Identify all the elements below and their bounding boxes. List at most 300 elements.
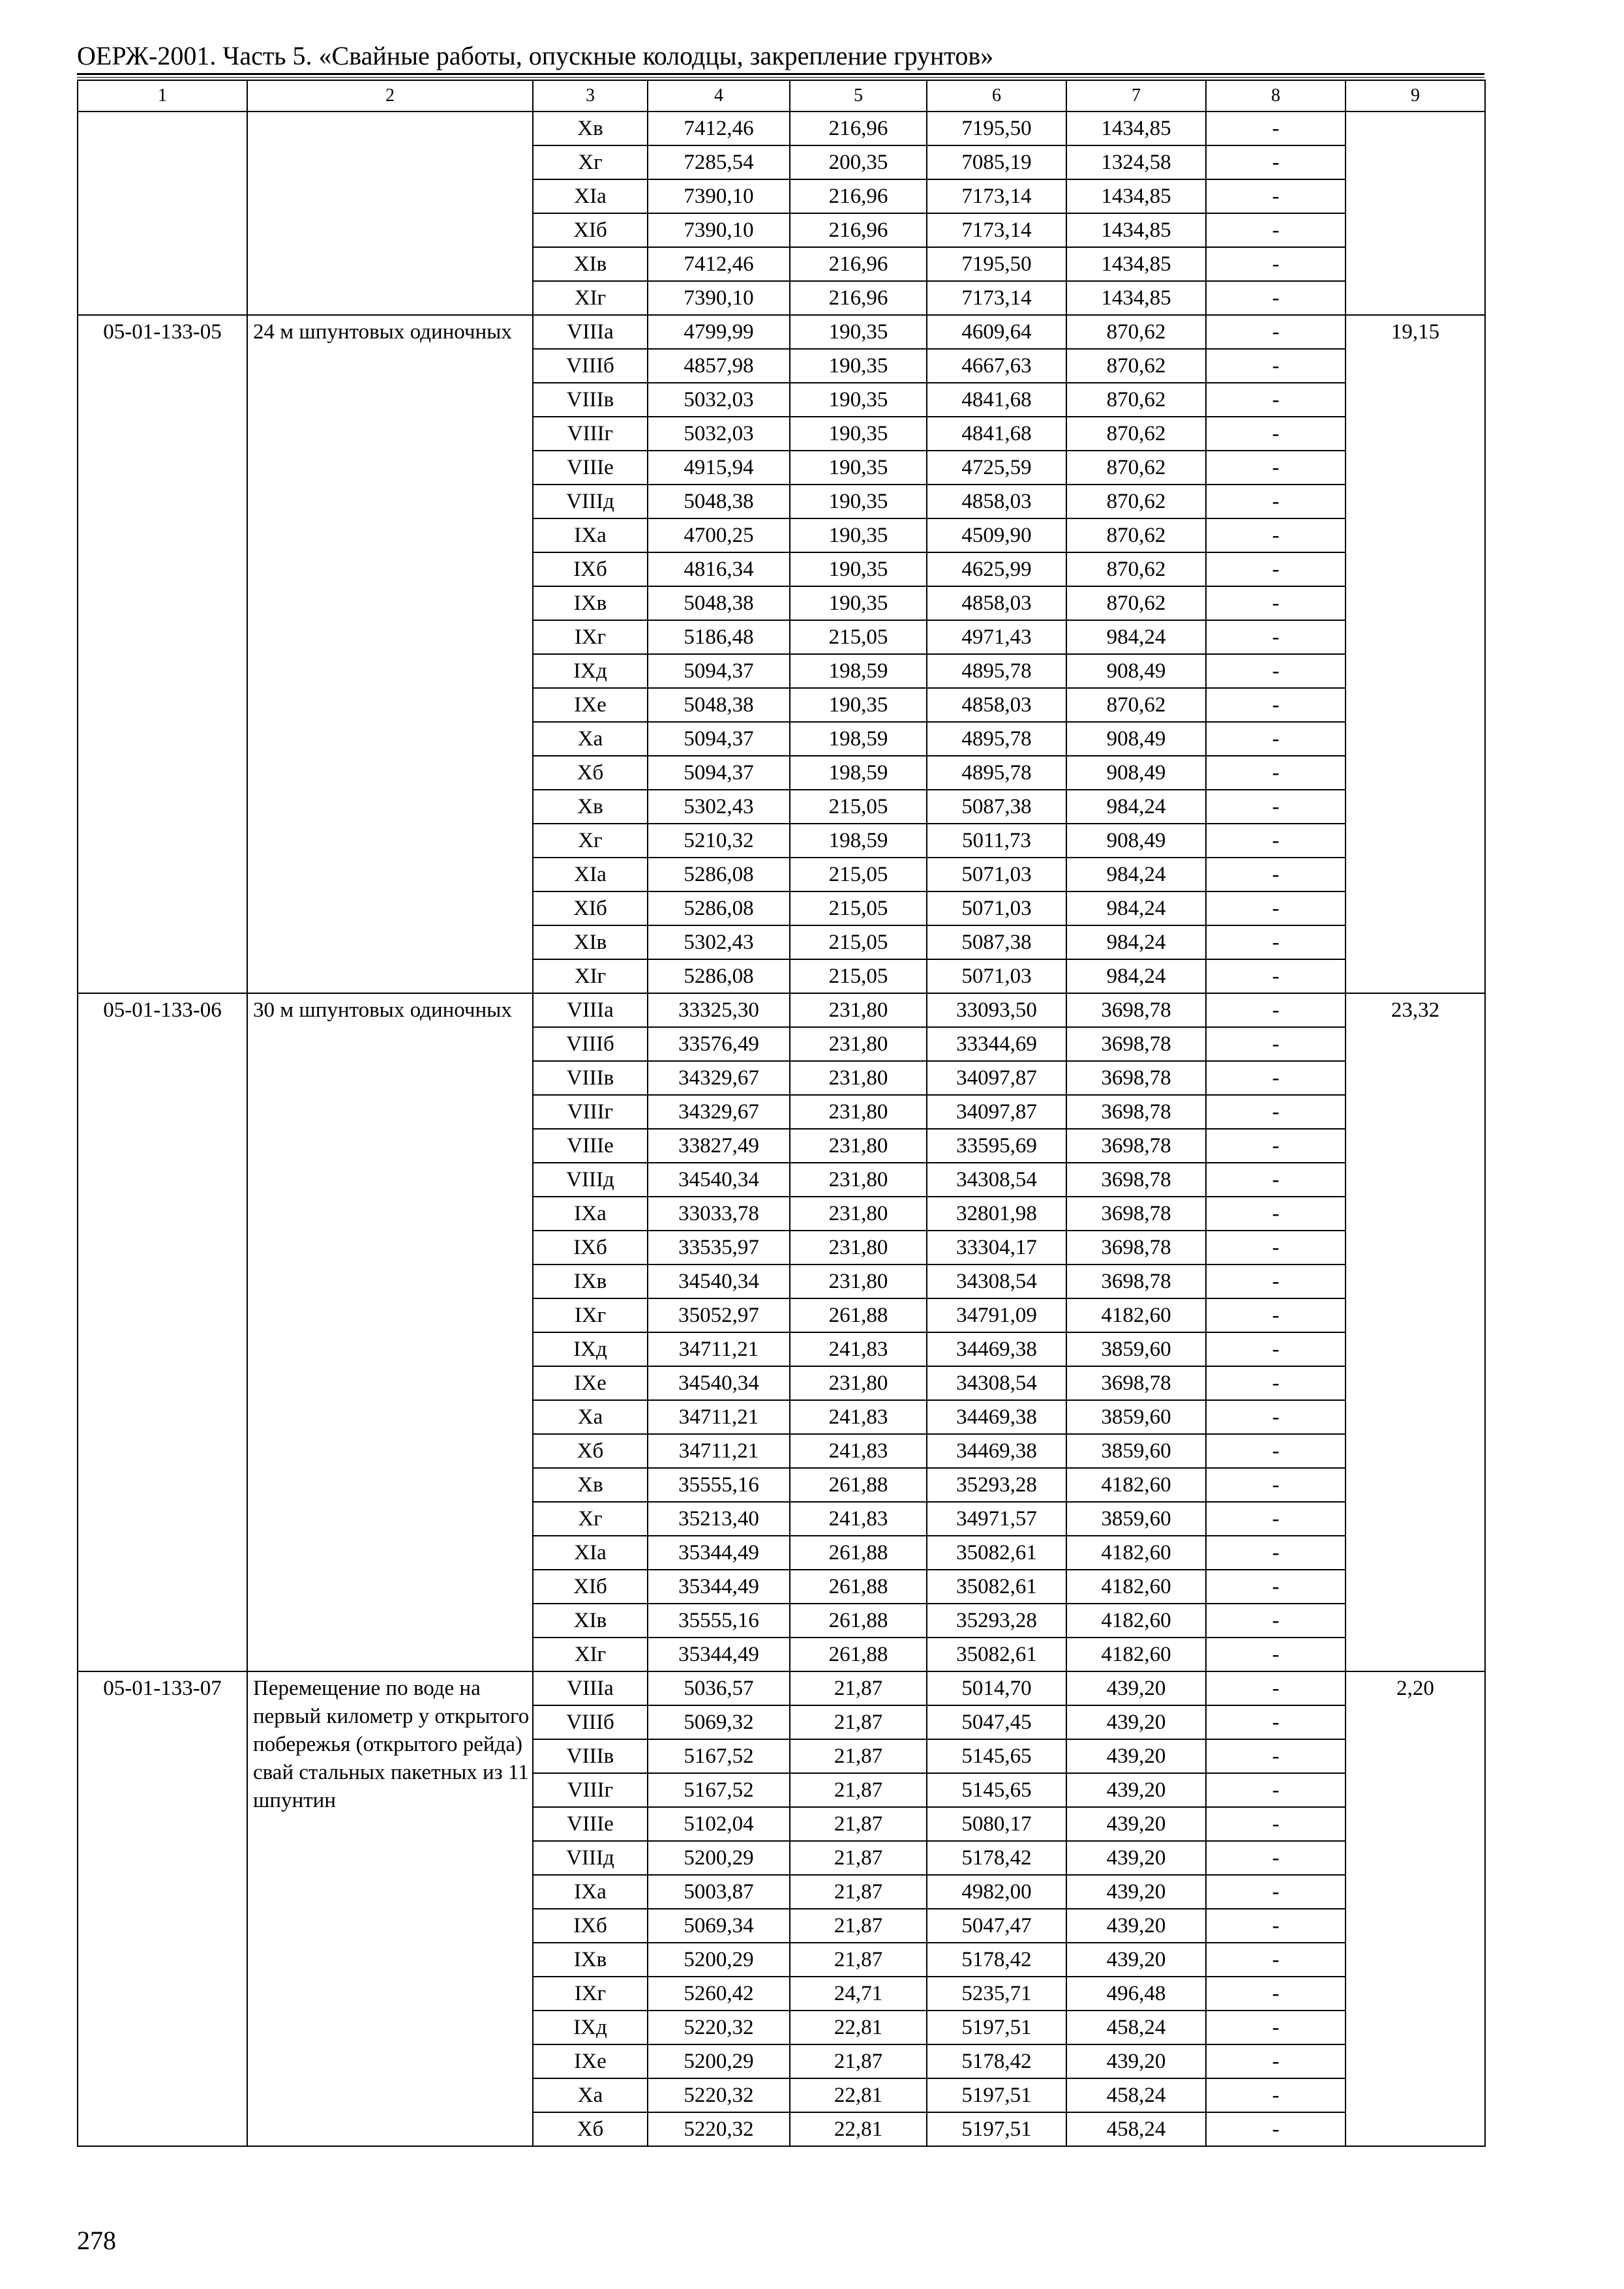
driver-wages: 3698,78 — [1066, 1061, 1206, 1095]
soil-class: IXд — [533, 2011, 648, 2044]
table-body — [78, 112, 1485, 2146]
driver-wages: 984,24 — [1066, 959, 1206, 993]
soil-class: XIб — [533, 891, 648, 925]
wages: 22,81 — [790, 2112, 927, 2146]
machine-cost: 5178,42 — [927, 1841, 1066, 1875]
machine-cost: 4667,63 — [927, 349, 1066, 383]
table-header — [78, 80, 1485, 112]
item-rate: 19,15 — [1346, 315, 1485, 993]
materials-cost: - — [1206, 1638, 1346, 1671]
machine-cost: 7173,14 — [927, 179, 1066, 213]
materials-cost: - — [1206, 722, 1346, 756]
wages: 21,87 — [790, 1841, 927, 1875]
materials-cost: - — [1206, 485, 1346, 518]
soil-class: IXа — [533, 1875, 648, 1909]
soil-class: IXе — [533, 688, 648, 722]
materials-cost: - — [1206, 2112, 1346, 2146]
driver-wages: 3698,78 — [1066, 1027, 1206, 1061]
materials-cost: - — [1206, 315, 1346, 349]
soil-class: VIIIг — [533, 1773, 648, 1807]
wages: 231,80 — [790, 1231, 927, 1264]
total-cost: 5032,03 — [648, 383, 790, 417]
driver-wages: 870,62 — [1066, 315, 1206, 349]
materials-cost: - — [1206, 1807, 1346, 1841]
wages: 21,87 — [790, 1807, 927, 1841]
driver-wages: 4182,60 — [1066, 1638, 1206, 1671]
total-cost: 34329,67 — [648, 1095, 790, 1129]
materials-cost: - — [1206, 1977, 1346, 2011]
machine-cost: 7195,50 — [927, 112, 1066, 145]
materials-cost: - — [1206, 1264, 1346, 1298]
total-cost: 5048,38 — [648, 688, 790, 722]
total-cost: 34711,21 — [648, 1434, 790, 1468]
column-header: 5 — [790, 80, 927, 112]
wages: 216,96 — [790, 281, 927, 315]
soil-class: IXа — [533, 1197, 648, 1231]
total-cost: 5048,38 — [648, 485, 790, 518]
machine-cost: 35293,28 — [927, 1468, 1066, 1502]
materials-cost: - — [1206, 1468, 1346, 1502]
wages: 215,05 — [790, 858, 927, 891]
driver-wages: 1434,85 — [1066, 247, 1206, 281]
machine-cost: 34097,87 — [927, 1061, 1066, 1095]
driver-wages: 3859,60 — [1066, 1400, 1206, 1434]
total-cost: 4700,25 — [648, 518, 790, 552]
machine-cost: 33093,50 — [927, 993, 1066, 1027]
materials-cost: - — [1206, 654, 1346, 688]
soil-class: IXа — [533, 518, 648, 552]
driver-wages: 3698,78 — [1066, 993, 1206, 1027]
soil-class: Ха — [533, 2078, 648, 2112]
machine-cost: 4895,78 — [927, 722, 1066, 756]
total-cost: 35344,49 — [648, 1536, 790, 1570]
driver-wages: 870,62 — [1066, 349, 1206, 383]
total-cost: 34540,34 — [648, 1163, 790, 1197]
soil-class: VIIIб — [533, 349, 648, 383]
total-cost: 5167,52 — [648, 1773, 790, 1807]
total-cost: 5220,32 — [648, 2112, 790, 2146]
wages: 200,35 — [790, 145, 927, 179]
materials-cost: - — [1206, 1841, 1346, 1875]
machine-cost: 5071,03 — [927, 959, 1066, 993]
materials-cost: - — [1206, 586, 1346, 620]
soil-class: VIIIе — [533, 1129, 648, 1163]
wages: 21,87 — [790, 1875, 927, 1909]
soil-class: VIIIд — [533, 1841, 648, 1875]
wages: 190,35 — [790, 349, 927, 383]
machine-cost: 5071,03 — [927, 891, 1066, 925]
driver-wages: 3859,60 — [1066, 1434, 1206, 1468]
soil-class: XIг — [533, 1638, 648, 1671]
wages: 21,87 — [790, 1739, 927, 1773]
driver-wages: 458,24 — [1066, 2011, 1206, 2044]
machine-cost: 5087,38 — [927, 790, 1066, 824]
total-cost: 35344,49 — [648, 1638, 790, 1671]
wages: 231,80 — [790, 1264, 927, 1298]
wages: 231,80 — [790, 1061, 927, 1095]
total-cost: 34540,34 — [648, 1264, 790, 1298]
materials-cost: - — [1206, 1705, 1346, 1739]
materials-cost: - — [1206, 891, 1346, 925]
total-cost: 33535,97 — [648, 1231, 790, 1264]
materials-cost: - — [1206, 552, 1346, 586]
soil-class: Ха — [533, 722, 648, 756]
soil-class: XIб — [533, 213, 648, 247]
soil-class: Хг — [533, 1502, 648, 1536]
table-row — [78, 315, 1485, 349]
total-cost: 5094,37 — [648, 654, 790, 688]
total-cost: 5286,08 — [648, 891, 790, 925]
driver-wages: 870,62 — [1066, 552, 1206, 586]
soil-class: IXг — [533, 1977, 648, 2011]
machine-cost: 4858,03 — [927, 485, 1066, 518]
soil-class: VIIIг — [533, 1095, 648, 1129]
driver-wages: 458,24 — [1066, 2078, 1206, 2112]
driver-wages: 439,20 — [1066, 1807, 1206, 1841]
header-rule — [77, 73, 1484, 75]
total-cost: 35555,16 — [648, 1468, 790, 1502]
soil-class: VIIIв — [533, 383, 648, 417]
soil-class: Хг — [533, 145, 648, 179]
item-code: 05-01-133-05 — [78, 315, 247, 993]
soil-class: XIг — [533, 959, 648, 993]
column-number-row — [78, 80, 1485, 112]
total-cost: 35052,97 — [648, 1298, 790, 1332]
machine-cost: 5235,71 — [927, 1977, 1066, 2011]
total-cost: 34711,21 — [648, 1400, 790, 1434]
table-row — [78, 993, 1485, 1027]
wages: 190,35 — [790, 383, 927, 417]
materials-cost: - — [1206, 1197, 1346, 1231]
driver-wages: 870,62 — [1066, 417, 1206, 451]
price-table — [77, 80, 1486, 2147]
soil-class: XIв — [533, 247, 648, 281]
materials-cost: - — [1206, 2011, 1346, 2044]
total-cost: 4799,99 — [648, 315, 790, 349]
driver-wages: 870,62 — [1066, 383, 1206, 417]
wages: 241,83 — [790, 1502, 927, 1536]
wages: 198,59 — [790, 756, 927, 790]
driver-wages: 439,20 — [1066, 1671, 1206, 1705]
wages: 190,35 — [790, 586, 927, 620]
machine-cost: 5011,73 — [927, 824, 1066, 858]
materials-cost: - — [1206, 1875, 1346, 1909]
wages: 215,05 — [790, 790, 927, 824]
page-header: ОЕРЖ-2001. Часть 5. «Свайные работы, опускные колодцы, закрепление грунтов» — [77, 41, 994, 70]
driver-wages: 439,20 — [1066, 1909, 1206, 1943]
machine-cost: 4625,99 — [927, 552, 1066, 586]
column-header: 6 — [927, 80, 1066, 112]
driver-wages: 496,48 — [1066, 1977, 1206, 2011]
total-cost: 7390,10 — [648, 213, 790, 247]
item-description — [247, 112, 533, 315]
driver-wages: 439,20 — [1066, 1875, 1206, 1909]
wages: 21,87 — [790, 1943, 927, 1977]
total-cost: 5200,29 — [648, 2044, 790, 2078]
total-cost: 5094,37 — [648, 756, 790, 790]
driver-wages: 1434,85 — [1066, 281, 1206, 315]
total-cost: 34711,21 — [648, 1332, 790, 1366]
soil-class: XIа — [533, 179, 648, 213]
soil-class: IXд — [533, 1332, 648, 1366]
soil-class: VIIIд — [533, 1163, 648, 1197]
wages: 261,88 — [790, 1638, 927, 1671]
wages: 241,83 — [790, 1434, 927, 1468]
materials-cost: - — [1206, 1434, 1346, 1468]
driver-wages: 984,24 — [1066, 858, 1206, 891]
machine-cost: 5178,42 — [927, 1943, 1066, 1977]
wages: 261,88 — [790, 1570, 927, 1604]
materials-cost: - — [1206, 1061, 1346, 1095]
driver-wages: 439,20 — [1066, 1773, 1206, 1807]
driver-wages: 3698,78 — [1066, 1163, 1206, 1197]
machine-cost: 7195,50 — [927, 247, 1066, 281]
soil-class: IXв — [533, 1264, 648, 1298]
materials-cost: - — [1206, 1502, 1346, 1536]
total-cost: 5032,03 — [648, 417, 790, 451]
machine-cost: 34971,57 — [927, 1502, 1066, 1536]
materials-cost: - — [1206, 451, 1346, 485]
driver-wages: 870,62 — [1066, 518, 1206, 552]
materials-cost: - — [1206, 383, 1346, 417]
total-cost: 35555,16 — [648, 1604, 790, 1638]
wages: 190,35 — [790, 552, 927, 586]
materials-cost: - — [1206, 993, 1346, 1027]
wages: 215,05 — [790, 891, 927, 925]
total-cost: 5302,43 — [648, 790, 790, 824]
column-header: 1 — [78, 80, 247, 112]
total-cost: 5036,57 — [648, 1671, 790, 1705]
wages: 190,35 — [790, 518, 927, 552]
machine-cost: 4895,78 — [927, 654, 1066, 688]
wages: 231,80 — [790, 1197, 927, 1231]
materials-cost: - — [1206, 2044, 1346, 2078]
machine-cost: 35082,61 — [927, 1570, 1066, 1604]
soil-class: IXв — [533, 586, 648, 620]
total-cost: 35213,40 — [648, 1502, 790, 1536]
item-code: 05-01-133-07 — [78, 1671, 247, 2146]
total-cost: 5200,29 — [648, 1841, 790, 1875]
wages: 215,05 — [790, 959, 927, 993]
driver-wages: 908,49 — [1066, 654, 1206, 688]
total-cost: 7390,10 — [648, 179, 790, 213]
total-cost: 5069,34 — [648, 1909, 790, 1943]
wages: 216,96 — [790, 112, 927, 145]
total-cost: 7412,46 — [648, 247, 790, 281]
wages: 241,83 — [790, 1400, 927, 1434]
total-cost: 33576,49 — [648, 1027, 790, 1061]
wages: 22,81 — [790, 2011, 927, 2044]
materials-cost: - — [1206, 620, 1346, 654]
driver-wages: 439,20 — [1066, 1841, 1206, 1875]
driver-wages: 984,24 — [1066, 790, 1206, 824]
materials-cost: - — [1206, 1095, 1346, 1129]
driver-wages: 439,20 — [1066, 1739, 1206, 1773]
materials-cost: - — [1206, 281, 1346, 315]
machine-cost: 5087,38 — [927, 925, 1066, 959]
driver-wages: 984,24 — [1066, 925, 1206, 959]
machine-cost: 34469,38 — [927, 1332, 1066, 1366]
soil-class: Хг — [533, 824, 648, 858]
soil-class: IXб — [533, 1231, 648, 1264]
machine-cost: 4971,43 — [927, 620, 1066, 654]
column-header: 9 — [1346, 80, 1485, 112]
materials-cost: - — [1206, 179, 1346, 213]
driver-wages: 439,20 — [1066, 2044, 1206, 2078]
soil-class: XIб — [533, 1570, 648, 1604]
soil-class: VIIIа — [533, 1671, 648, 1705]
machine-cost: 34097,87 — [927, 1095, 1066, 1129]
wages: 231,80 — [790, 993, 927, 1027]
total-cost: 5003,87 — [648, 1875, 790, 1909]
materials-cost: - — [1206, 1739, 1346, 1773]
total-cost: 34540,34 — [648, 1366, 790, 1400]
wages: 241,83 — [790, 1332, 927, 1366]
machine-cost: 5178,42 — [927, 2044, 1066, 2078]
total-cost: 5286,08 — [648, 858, 790, 891]
wages: 231,80 — [790, 1095, 927, 1129]
wages: 22,81 — [790, 2078, 927, 2112]
total-cost: 5220,32 — [648, 2078, 790, 2112]
machine-cost: 5080,17 — [927, 1807, 1066, 1841]
materials-cost: - — [1206, 417, 1346, 451]
machine-cost: 4841,68 — [927, 383, 1066, 417]
machine-cost: 4509,90 — [927, 518, 1066, 552]
materials-cost: - — [1206, 1773, 1346, 1807]
driver-wages: 1434,85 — [1066, 179, 1206, 213]
driver-wages: 4182,60 — [1066, 1468, 1206, 1502]
driver-wages: 908,49 — [1066, 756, 1206, 790]
soil-class: XIа — [533, 858, 648, 891]
machine-cost: 5197,51 — [927, 2011, 1066, 2044]
wages: 198,59 — [790, 654, 927, 688]
driver-wages: 3698,78 — [1066, 1231, 1206, 1264]
item-code: 05-01-133-06 — [78, 993, 247, 1671]
soil-class: IXб — [533, 1909, 648, 1943]
materials-cost: - — [1206, 1909, 1346, 1943]
column-header: 7 — [1066, 80, 1206, 112]
soil-class: Хв — [533, 112, 648, 145]
wages: 261,88 — [790, 1298, 927, 1332]
materials-cost: - — [1206, 1332, 1346, 1366]
total-cost: 35344,49 — [648, 1570, 790, 1604]
materials-cost: - — [1206, 112, 1346, 145]
driver-wages: 3698,78 — [1066, 1197, 1206, 1231]
total-cost: 5220,32 — [648, 2011, 790, 2044]
column-header: 8 — [1206, 80, 1346, 112]
wages: 216,96 — [790, 179, 927, 213]
driver-wages: 984,24 — [1066, 620, 1206, 654]
column-header: 4 — [648, 80, 790, 112]
driver-wages: 3859,60 — [1066, 1332, 1206, 1366]
wages: 231,80 — [790, 1163, 927, 1197]
machine-cost: 34469,38 — [927, 1400, 1066, 1434]
wages: 261,88 — [790, 1536, 927, 1570]
soil-class: Хб — [533, 756, 648, 790]
total-cost: 7412,46 — [648, 112, 790, 145]
driver-wages: 984,24 — [1066, 891, 1206, 925]
materials-cost: - — [1206, 1570, 1346, 1604]
item-rate — [1346, 112, 1485, 315]
item-description: 30 м шпунтовых одиночных — [247, 993, 533, 1671]
driver-wages: 4182,60 — [1066, 1536, 1206, 1570]
wages: 190,35 — [790, 451, 927, 485]
materials-cost: - — [1206, 1604, 1346, 1638]
total-cost: 5200,29 — [648, 1943, 790, 1977]
total-cost: 5102,04 — [648, 1807, 790, 1841]
machine-cost: 5014,70 — [927, 1671, 1066, 1705]
soil-class: XIг — [533, 281, 648, 315]
page-number: 278 — [77, 2226, 116, 2255]
driver-wages: 3698,78 — [1066, 1095, 1206, 1129]
materials-cost: - — [1206, 1366, 1346, 1400]
driver-wages: 458,24 — [1066, 2112, 1206, 2146]
machine-cost: 35293,28 — [927, 1604, 1066, 1638]
machine-cost: 4895,78 — [927, 756, 1066, 790]
wages: 231,80 — [790, 1027, 927, 1061]
materials-cost: - — [1206, 2078, 1346, 2112]
machine-cost: 5145,65 — [927, 1739, 1066, 1773]
total-cost: 4816,34 — [648, 552, 790, 586]
materials-cost: - — [1206, 925, 1346, 959]
column-header: 2 — [247, 80, 533, 112]
materials-cost: - — [1206, 790, 1346, 824]
item-rate: 2,20 — [1346, 1671, 1485, 2146]
wages: 216,96 — [790, 213, 927, 247]
soil-class: VIIIе — [533, 1807, 648, 1841]
machine-cost: 5197,51 — [927, 2078, 1066, 2112]
machine-cost: 4858,03 — [927, 688, 1066, 722]
total-cost: 4915,94 — [648, 451, 790, 485]
soil-class: VIIIб — [533, 1027, 648, 1061]
total-cost: 34329,67 — [648, 1061, 790, 1095]
item-description: Перемещение по воде на первый километр у открытого побережья (открытого рейда) свай стальных пакетных из 11 шпунтин — [247, 1671, 533, 2146]
driver-wages: 870,62 — [1066, 451, 1206, 485]
materials-cost: - — [1206, 213, 1346, 247]
soil-class: IXб — [533, 552, 648, 586]
wages: 215,05 — [790, 925, 927, 959]
driver-wages: 439,20 — [1066, 1705, 1206, 1739]
soil-class: XIв — [533, 1604, 648, 1638]
wages: 21,87 — [790, 1773, 927, 1807]
driver-wages: 1434,85 — [1066, 213, 1206, 247]
wages: 215,05 — [790, 620, 927, 654]
driver-wages: 870,62 — [1066, 485, 1206, 518]
wages: 198,59 — [790, 824, 927, 858]
driver-wages: 3698,78 — [1066, 1129, 1206, 1163]
machine-cost: 33344,69 — [927, 1027, 1066, 1061]
materials-cost: - — [1206, 959, 1346, 993]
soil-class: VIIIа — [533, 315, 648, 349]
soil-class: Хб — [533, 2112, 648, 2146]
machine-cost: 5047,47 — [927, 1909, 1066, 1943]
driver-wages: 4182,60 — [1066, 1604, 1206, 1638]
materials-cost: - — [1206, 1163, 1346, 1197]
soil-class: Хб — [533, 1434, 648, 1468]
machine-cost: 7173,14 — [927, 213, 1066, 247]
item-description: 24 м шпунтовых одиночных — [247, 315, 533, 993]
soil-class: IXг — [533, 620, 648, 654]
materials-cost: - — [1206, 1027, 1346, 1061]
materials-cost: - — [1206, 518, 1346, 552]
soil-class: VIIIг — [533, 417, 648, 451]
column-header: 3 — [533, 80, 648, 112]
materials-cost: - — [1206, 145, 1346, 179]
machine-cost: 32801,98 — [927, 1197, 1066, 1231]
soil-class: VIIIб — [533, 1705, 648, 1739]
total-cost: 5286,08 — [648, 959, 790, 993]
total-cost: 5260,42 — [648, 1977, 790, 2011]
